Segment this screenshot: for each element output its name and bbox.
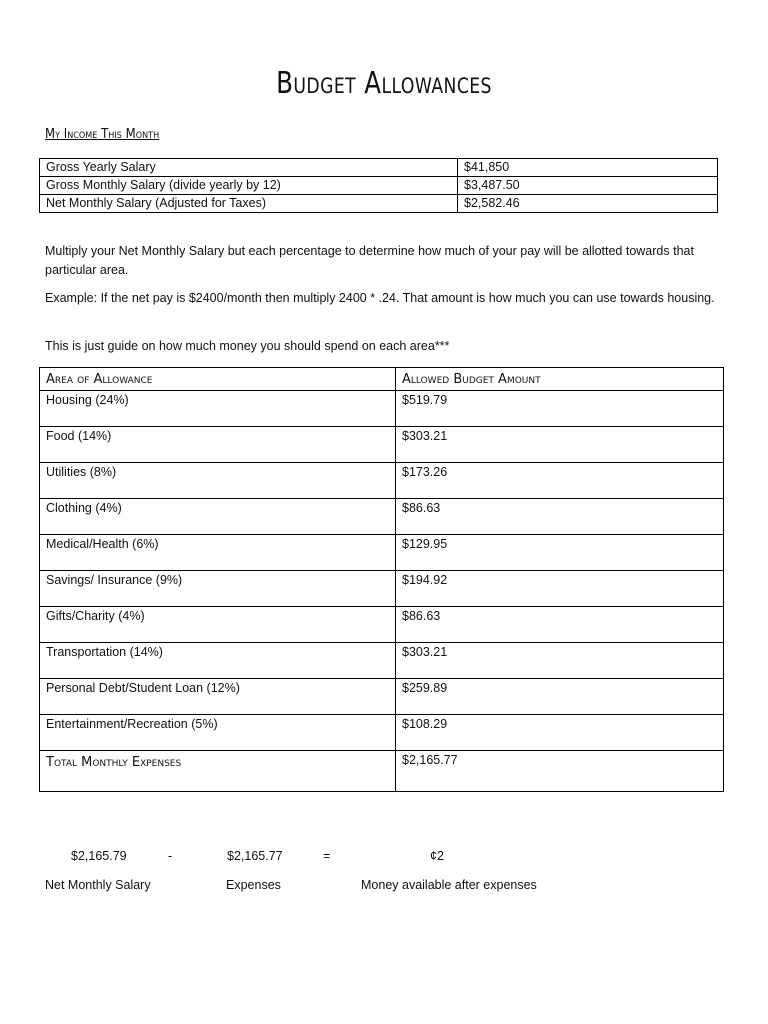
total-row [40,751,724,792]
table-row [40,715,724,751]
area-cell: Gifts/Charity (4%) [40,607,396,643]
area-cell: Food (14%) [40,427,396,463]
table-row [40,463,724,499]
table-row [40,391,724,427]
area-cell: Clothing (4%) [40,499,396,535]
table-row [40,195,718,213]
area-cell: Utilities (8%) [40,463,396,499]
area-cell: Transportation (14%) [40,643,396,679]
net-salary-label: Net Monthly Salary [45,878,151,892]
amount-cell: $303.21 [396,643,724,679]
result-label: Money available after expenses [361,878,537,892]
income-table [39,158,718,213]
total-label: Total Monthly Expenses [40,751,396,792]
amount-cell: $194.92 [396,571,724,607]
area-cell: Entertainment/Recreation (5%) [40,715,396,751]
amount-cell: $86.63 [396,499,724,535]
area-cell: Medical/Health (6%) [40,535,396,571]
page-title: Budget Allowances [276,66,492,101]
equation-result: ¢2 [430,849,444,863]
income-value: $3,487.50 [458,177,718,195]
amount-cell: $129.95 [396,535,724,571]
income-value: $41,850 [458,159,718,177]
instruction-paragraph: Multiply your Net Monthly Salary but each percentage to determine how much of your pay will be allotted towards that particular area. [45,244,694,277]
amount-cell: $173.26 [396,463,724,499]
area-cell: Savings/ Insurance (9%) [40,571,396,607]
table-row [40,643,724,679]
allowance-table [39,367,724,792]
table-row [40,607,724,643]
table-row [40,177,718,195]
amount-cell: $108.29 [396,715,724,751]
equation-expenses: $2,165.77 [227,849,283,863]
area-cell: Personal Debt/Student Loan (12%) [40,679,396,715]
table-row [40,427,724,463]
amount-cell: $86.63 [396,607,724,643]
table-header-row [40,368,724,391]
income-heading: My Income This Month [45,127,160,142]
table-row [40,679,724,715]
equation-net: $2,165.79 [71,849,127,863]
expenses-label: Expenses [226,878,281,892]
table-row [40,571,724,607]
income-label: Gross Monthly Salary (divide yearly by 12) [40,177,458,195]
amount-cell: $519.79 [396,391,724,427]
column-header-area: Area of Allowance [40,368,396,391]
guide-note: This is just guide on how much money you should spend on each area*** [45,339,450,353]
table-row [40,499,724,535]
table-row [40,535,724,571]
example-paragraph: Example: If the net pay is $2400/month then multiply 2400 * .24. That amount is how much you can use towards housing. [45,291,715,305]
income-value: $2,582.46 [458,195,718,213]
total-amount: $2,165.77 [396,751,724,792]
equation-equals: = [323,849,331,863]
income-label: Gross Yearly Salary [40,159,458,177]
equation-minus: - [168,849,173,863]
amount-cell: $303.21 [396,427,724,463]
area-cell: Housing (24%) [40,391,396,427]
table-row [40,159,718,177]
column-header-amount: Allowed Budget Amount [396,368,724,391]
income-label: Net Monthly Salary (Adjusted for Taxes) [40,195,458,213]
amount-cell: $259.89 [396,679,724,715]
